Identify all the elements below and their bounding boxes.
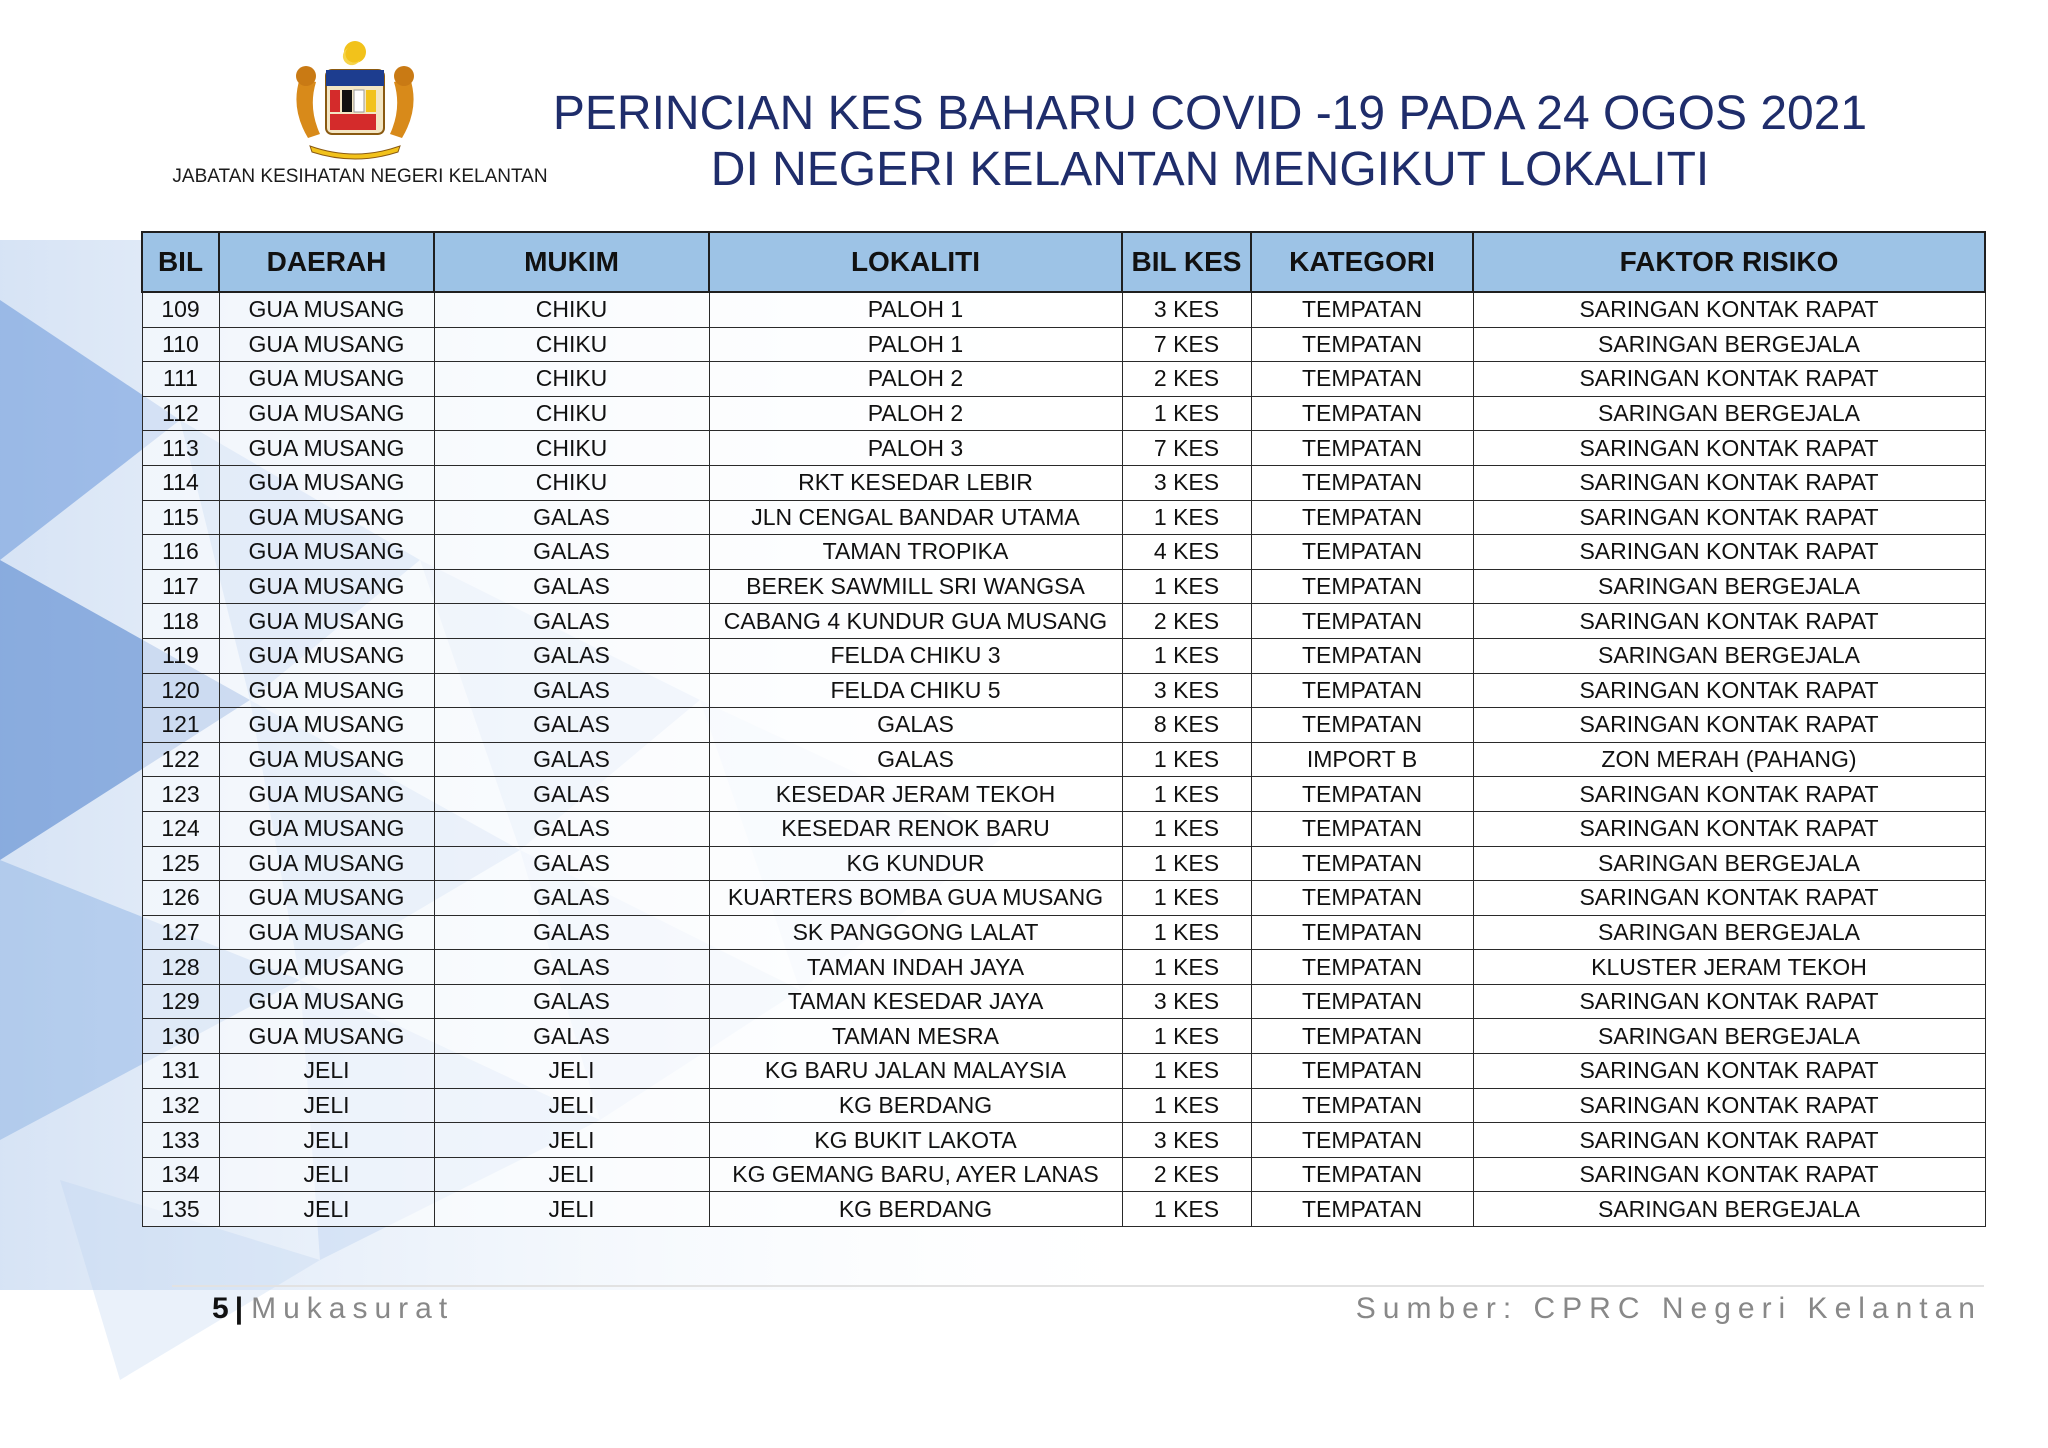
table-row <box>142 742 1985 777</box>
table-cell: 2 KES <box>1122 362 1251 397</box>
table-cell: 1 KES <box>1122 846 1251 881</box>
table-cell: 3 KES <box>1122 465 1251 500</box>
table-cell: SARINGAN KONTAK RAPAT <box>1473 465 1985 500</box>
table-row <box>142 1192 1985 1227</box>
page-separator: | <box>234 1292 244 1325</box>
table-cell: TEMPATAN <box>1251 1157 1473 1192</box>
table-row <box>142 431 1985 466</box>
footer-divider <box>172 1285 1984 1287</box>
table-cell: GALAS <box>434 673 709 708</box>
table-cell: 1 KES <box>1122 638 1251 673</box>
table-cell: 117 <box>142 569 219 604</box>
table-cell: JELI <box>434 1088 709 1123</box>
table-cell: GUA MUSANG <box>219 292 434 327</box>
table-cell: JELI <box>434 1054 709 1089</box>
table-cell: 1 KES <box>1122 811 1251 846</box>
table-cell: SK PANGGONG LALAT <box>709 915 1122 950</box>
table-cell: FELDA CHIKU 3 <box>709 638 1122 673</box>
table-cell: TEMPATAN <box>1251 915 1473 950</box>
table-row <box>142 881 1985 916</box>
table-cell: GUA MUSANG <box>219 1019 434 1054</box>
table-row <box>142 984 1985 1019</box>
table-cell: CHIKU <box>434 292 709 327</box>
table-cell: 3 KES <box>1122 984 1251 1019</box>
table-cell: RKT KESEDAR LEBIR <box>709 465 1122 500</box>
table-cell: PALOH 2 <box>709 396 1122 431</box>
table-cell: TEMPATAN <box>1251 465 1473 500</box>
table-cell: 8 KES <box>1122 708 1251 743</box>
column-header: LOKALITI <box>709 232 1122 292</box>
table-cell: JELI <box>434 1192 709 1227</box>
table-cell: TAMAN INDAH JAYA <box>709 950 1122 985</box>
table-cell: SARINGAN BERGEJALA <box>1473 915 1985 950</box>
table-cell: GALAS <box>434 915 709 950</box>
table-cell: TEMPATAN <box>1251 950 1473 985</box>
table-row <box>142 535 1985 570</box>
department-name: JABATAN KESIHATAN NEGERI KELANTAN <box>172 166 548 187</box>
table-row <box>142 292 1985 327</box>
table-row <box>142 396 1985 431</box>
table-row <box>142 846 1985 881</box>
table-cell: SARINGAN KONTAK RAPAT <box>1473 292 1985 327</box>
table-cell: PALOH 2 <box>709 362 1122 397</box>
table-cell: SARINGAN KONTAK RAPAT <box>1473 1054 1985 1089</box>
table-row <box>142 569 1985 604</box>
column-header: BIL KES <box>1122 232 1251 292</box>
table-cell: 120 <box>142 673 219 708</box>
table-cell: KESEDAR JERAM TEKOH <box>709 777 1122 812</box>
table-cell: GUA MUSANG <box>219 535 434 570</box>
table-cell: ZON MERAH (PAHANG) <box>1473 742 1985 777</box>
table-cell: JELI <box>219 1192 434 1227</box>
table-cell: SARINGAN BERGEJALA <box>1473 396 1985 431</box>
table-cell: IMPORT B <box>1251 742 1473 777</box>
table-row <box>142 327 1985 362</box>
table-row <box>142 1088 1985 1123</box>
table-cell: TEMPATAN <box>1251 1019 1473 1054</box>
table-cell: GUA MUSANG <box>219 950 434 985</box>
table-cell: GALAS <box>434 777 709 812</box>
table-cell: 1 KES <box>1122 500 1251 535</box>
column-header: KATEGORI <box>1251 232 1473 292</box>
table-cell: TEMPATAN <box>1251 362 1473 397</box>
table-row <box>142 638 1985 673</box>
table-cell: 124 <box>142 811 219 846</box>
table-row <box>142 777 1985 812</box>
table-cell: TEMPATAN <box>1251 1192 1473 1227</box>
table-cell: SARINGAN BERGEJALA <box>1473 1019 1985 1054</box>
table-cell: TEMPATAN <box>1251 984 1473 1019</box>
table-cell: CHIKU <box>434 465 709 500</box>
table-cell: 114 <box>142 465 219 500</box>
table-row <box>142 673 1985 708</box>
table-cell: 113 <box>142 431 219 466</box>
table-cell: 125 <box>142 846 219 881</box>
table-row <box>142 1054 1985 1089</box>
table-cell: JELI <box>434 1123 709 1158</box>
table-row <box>142 1157 1985 1192</box>
table-cell: KG BARU JALAN MALAYSIA <box>709 1054 1122 1089</box>
table-cell: SARINGAN KONTAK RAPAT <box>1473 777 1985 812</box>
table-row <box>142 604 1985 639</box>
table-body <box>142 292 1985 1227</box>
table-cell: SARINGAN KONTAK RAPAT <box>1473 984 1985 1019</box>
table-row <box>142 1123 1985 1158</box>
table-cell: 4 KES <box>1122 535 1251 570</box>
table-row <box>142 500 1985 535</box>
table-cell: GUA MUSANG <box>219 569 434 604</box>
table-cell: SARINGAN KONTAK RAPAT <box>1473 811 1985 846</box>
table-cell: 131 <box>142 1054 219 1089</box>
table-cell: 122 <box>142 742 219 777</box>
table-cell: GALAS <box>434 742 709 777</box>
table-row <box>142 708 1985 743</box>
table-cell: GALAS <box>434 569 709 604</box>
title-line-2: DI NEGERI KELANTAN MENGIKUT LOKALITI <box>710 143 1710 196</box>
table-cell: 109 <box>142 292 219 327</box>
table-cell: 128 <box>142 950 219 985</box>
table-row <box>142 950 1985 985</box>
table-cell: 7 KES <box>1122 431 1251 466</box>
table-cell: 1 KES <box>1122 1192 1251 1227</box>
table-cell: JELI <box>219 1088 434 1123</box>
table-cell: SARINGAN KONTAK RAPAT <box>1473 1123 1985 1158</box>
table-cell: CHIKU <box>434 327 709 362</box>
table-cell: 115 <box>142 500 219 535</box>
table-row <box>142 465 1985 500</box>
table-cell: KG BUKIT LAKOTA <box>709 1123 1122 1158</box>
table-cell: CHIKU <box>434 431 709 466</box>
table-cell: PALOH 3 <box>709 431 1122 466</box>
page-label: Mukasurat <box>251 1292 455 1325</box>
table-cell: TEMPATAN <box>1251 638 1473 673</box>
table-cell: 116 <box>142 535 219 570</box>
table-cell: CHIKU <box>434 362 709 397</box>
column-header: MUKIM <box>434 232 709 292</box>
table-cell: GUA MUSANG <box>219 362 434 397</box>
table-cell: 127 <box>142 915 219 950</box>
table-cell: TAMAN MESRA <box>709 1019 1122 1054</box>
table-cell: CABANG 4 KUNDUR GUA MUSANG <box>709 604 1122 639</box>
table-cell: GALAS <box>434 535 709 570</box>
title-line-1: PERINCIAN KES BAHARU COVID -19 PADA 24 OGOS 2021 <box>552 87 1868 140</box>
table-cell: 1 KES <box>1122 881 1251 916</box>
table-cell: GUA MUSANG <box>219 846 434 881</box>
table-cell: GALAS <box>709 742 1122 777</box>
table-cell: GUA MUSANG <box>219 604 434 639</box>
table-cell: GALAS <box>434 604 709 639</box>
table-cell: 121 <box>142 708 219 743</box>
table-cell: PALOH 1 <box>709 327 1122 362</box>
table-cell: TEMPATAN <box>1251 535 1473 570</box>
table-cell: GALAS <box>434 950 709 985</box>
table-cell: TEMPATAN <box>1251 811 1473 846</box>
table-cell: TEMPATAN <box>1251 881 1473 916</box>
table-cell: SARINGAN BERGEJALA <box>1473 1192 1985 1227</box>
table-cell: GALAS <box>434 811 709 846</box>
table-cell: GUA MUSANG <box>219 777 434 812</box>
table-cell: GUA MUSANG <box>219 811 434 846</box>
table-cell: KLUSTER JERAM TEKOH <box>1473 950 1985 985</box>
column-header: DAERAH <box>219 232 434 292</box>
table-cell: TEMPATAN <box>1251 396 1473 431</box>
table-cell: TEMPATAN <box>1251 431 1473 466</box>
table-cell: 1 KES <box>1122 1088 1251 1123</box>
table-cell: 1 KES <box>1122 950 1251 985</box>
table-cell: GALAS <box>434 500 709 535</box>
table-cell: 134 <box>142 1157 219 1192</box>
table-cell: SARINGAN KONTAK RAPAT <box>1473 535 1985 570</box>
table-cell: TAMAN TROPIKA <box>709 535 1122 570</box>
table-cell: 126 <box>142 881 219 916</box>
table-cell: KUARTERS BOMBA GUA MUSANG <box>709 881 1122 916</box>
table-cell: GUA MUSANG <box>219 431 434 466</box>
table-cell: 2 KES <box>1122 1157 1251 1192</box>
table-cell: TEMPATAN <box>1251 1123 1473 1158</box>
table-cell: TEMPATAN <box>1251 292 1473 327</box>
table-cell: 3 KES <box>1122 292 1251 327</box>
table-row <box>142 811 1985 846</box>
table-cell: 2 KES <box>1122 604 1251 639</box>
table-cell: TAMAN KESEDAR JAYA <box>709 984 1122 1019</box>
table-cell: 110 <box>142 327 219 362</box>
table-cell: GUA MUSANG <box>219 500 434 535</box>
table-cell: GUA MUSANG <box>219 638 434 673</box>
table-cell: 111 <box>142 362 219 397</box>
table-cell: SARINGAN KONTAK RAPAT <box>1473 1088 1985 1123</box>
table-cell: 132 <box>142 1088 219 1123</box>
table-cell: SARINGAN BERGEJALA <box>1473 327 1985 362</box>
malaysia-coat-of-arms-icon <box>270 38 440 163</box>
table-cell: GUA MUSANG <box>219 984 434 1019</box>
table-cell: GALAS <box>434 881 709 916</box>
table-cell: JLN CENGAL BANDAR UTAMA <box>709 500 1122 535</box>
table-cell: 1 KES <box>1122 777 1251 812</box>
table-cell: 119 <box>142 638 219 673</box>
table-cell: SARINGAN BERGEJALA <box>1473 569 1985 604</box>
table-cell: 1 KES <box>1122 915 1251 950</box>
table-cell: TEMPATAN <box>1251 569 1473 604</box>
table-cell: SARINGAN KONTAK RAPAT <box>1473 362 1985 397</box>
table-cell: 1 KES <box>1122 569 1251 604</box>
table-cell: TEMPATAN <box>1251 777 1473 812</box>
table-cell: GALAS <box>434 638 709 673</box>
page-number-value: 5 <box>212 1292 229 1325</box>
table-cell: GALAS <box>434 708 709 743</box>
table-cell: KG GEMANG BARU, AYER LANAS <box>709 1157 1122 1192</box>
table-cell: GALAS <box>434 984 709 1019</box>
table-cell: 3 KES <box>1122 673 1251 708</box>
table-row <box>142 915 1985 950</box>
table-cell: SARINGAN BERGEJALA <box>1473 638 1985 673</box>
table-cell: JELI <box>434 1157 709 1192</box>
table-cell: 118 <box>142 604 219 639</box>
column-header: FAKTOR RISIKO <box>1473 232 1985 292</box>
table-cell: SARINGAN KONTAK RAPAT <box>1473 500 1985 535</box>
table-cell: SARINGAN KONTAK RAPAT <box>1473 1157 1985 1192</box>
table-cell: CHIKU <box>434 396 709 431</box>
column-header: BIL <box>142 232 219 292</box>
table-cell: GALAS <box>434 846 709 881</box>
table-cell: TEMPATAN <box>1251 500 1473 535</box>
table-cell: GUA MUSANG <box>219 881 434 916</box>
table-cell: SARINGAN BERGEJALA <box>1473 846 1985 881</box>
table-cell: GUA MUSANG <box>219 465 434 500</box>
table-cell: TEMPATAN <box>1251 1088 1473 1123</box>
source-note: Sumber: CPRC Negeri Kelantan <box>1355 1292 1982 1325</box>
table-cell: GUA MUSANG <box>219 396 434 431</box>
table-row <box>142 362 1985 397</box>
table-cell: JELI <box>219 1123 434 1158</box>
table-cell: GALAS <box>434 1019 709 1054</box>
table-cell: FELDA CHIKU 5 <box>709 673 1122 708</box>
table-cell: GALAS <box>709 708 1122 743</box>
table-cell: SARINGAN KONTAK RAPAT <box>1473 881 1985 916</box>
table-cell: TEMPATAN <box>1251 1054 1473 1089</box>
table-cell: GUA MUSANG <box>219 327 434 362</box>
table-cell: GUA MUSANG <box>219 708 434 743</box>
table-cell: PALOH 1 <box>709 292 1122 327</box>
table-cell: 1 KES <box>1122 1019 1251 1054</box>
table-cell: SARINGAN KONTAK RAPAT <box>1473 431 1985 466</box>
table-cell: 112 <box>142 396 219 431</box>
table-cell: SARINGAN KONTAK RAPAT <box>1473 708 1985 743</box>
table-cell: 130 <box>142 1019 219 1054</box>
table-cell: GUA MUSANG <box>219 742 434 777</box>
table-cell: KESEDAR RENOK BARU <box>709 811 1122 846</box>
table-cell: 129 <box>142 984 219 1019</box>
table-cell: 3 KES <box>1122 1123 1251 1158</box>
table-cell: TEMPATAN <box>1251 673 1473 708</box>
table-cell: GUA MUSANG <box>219 915 434 950</box>
table-cell: KG BERDANG <box>709 1192 1122 1227</box>
table-cell: 135 <box>142 1192 219 1227</box>
table-cell: KG BERDANG <box>709 1088 1122 1123</box>
page-title <box>510 86 1910 198</box>
table-cell: KG KUNDUR <box>709 846 1122 881</box>
table-cell: 7 KES <box>1122 327 1251 362</box>
table-cell: JELI <box>219 1157 434 1192</box>
table-cell: TEMPATAN <box>1251 604 1473 639</box>
cases-table <box>141 231 1986 1227</box>
table-cell: TEMPATAN <box>1251 327 1473 362</box>
table-cell: BEREK SAWMILL SRI WANGSA <box>709 569 1122 604</box>
page-number <box>212 1292 454 1326</box>
table-cell: TEMPATAN <box>1251 846 1473 881</box>
table-cell: JELI <box>219 1054 434 1089</box>
table-cell: TEMPATAN <box>1251 708 1473 743</box>
table-cell: 123 <box>142 777 219 812</box>
table-cell: SARINGAN KONTAK RAPAT <box>1473 604 1985 639</box>
table-cell: 133 <box>142 1123 219 1158</box>
table-cell: 1 KES <box>1122 396 1251 431</box>
table-cell: 1 KES <box>1122 1054 1251 1089</box>
table-cell: GUA MUSANG <box>219 673 434 708</box>
table-header-row <box>142 232 1985 292</box>
table-row <box>142 1019 1985 1054</box>
table-cell: SARINGAN KONTAK RAPAT <box>1473 673 1985 708</box>
table-cell: 1 KES <box>1122 742 1251 777</box>
